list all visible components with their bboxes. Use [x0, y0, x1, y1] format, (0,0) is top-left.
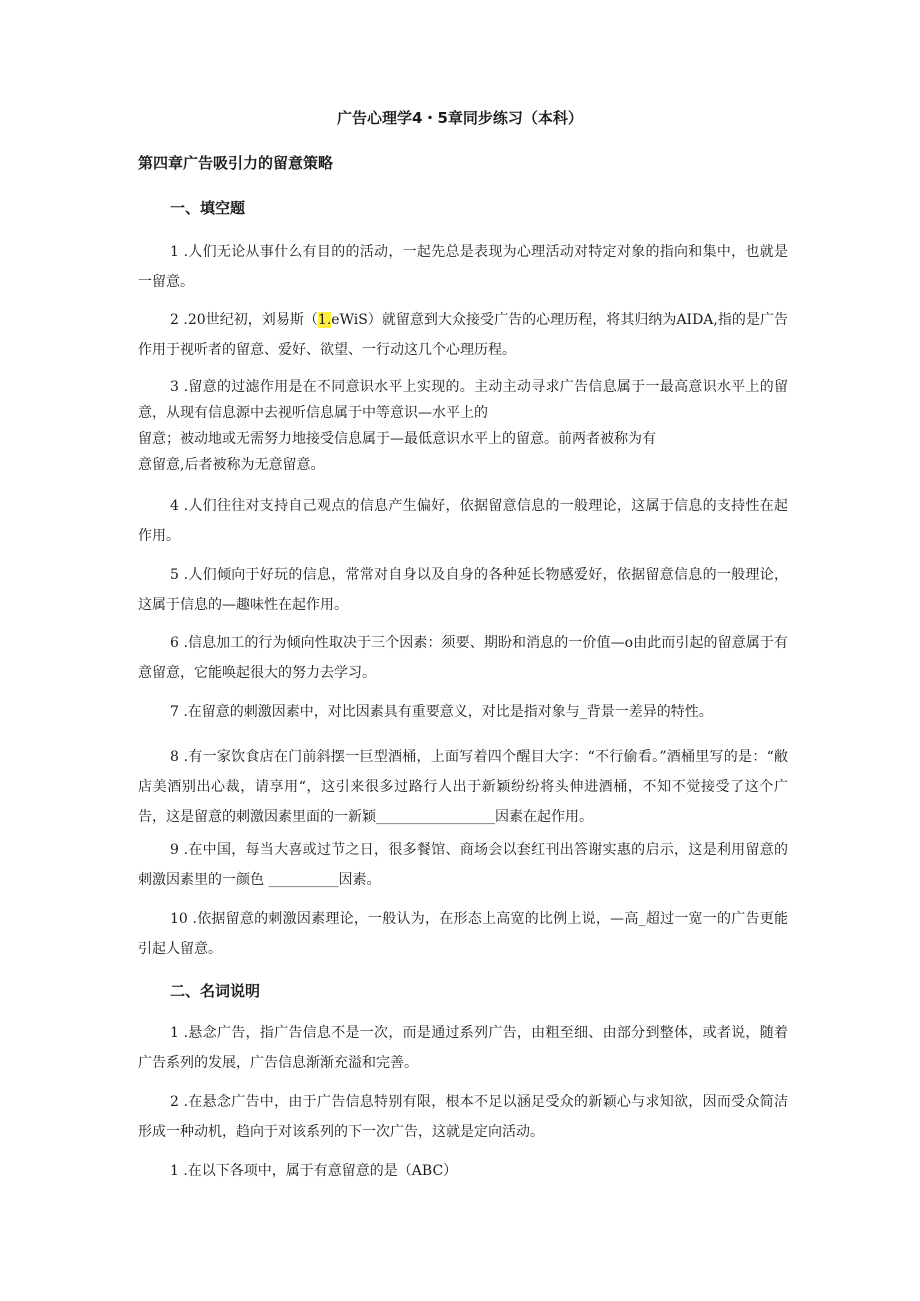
fill-question-9: 9 .在中国，每当大喜或过节之日，很多餐馆、商场会以套红刊出答谢实惠的启示，这是利用留意的刺激因素里的一颜色 __________因素。 [138, 842, 788, 888]
fill-question-4: 4 .人们往往对支持自己观点的信息产生偏好，依据留意信息的一般理论，这属于信息的支持性在起作用。 [138, 498, 788, 544]
fill-question-10: 10 .依据留意的刺激因素理论，一般认为，在形态上高宽的比例上说，—高_超过一宽一的广告更能引起人留意。 [138, 911, 788, 957]
term-explanation-1: 1 .悬念广告，指广告信息不是一次，而是通过系列广告，由粗至细、由部分到整体，或者说，随着广告系列的发展，广告信息渐渐充溢和完善。 [138, 1025, 788, 1071]
fill-question-2 [138, 305, 788, 365]
fill-question-5: 5 .人们倾向于好玩的信息，常常对自身以及自身的各种延长物感爱好，依据留意信息的一般理论，这属于信息的—趣味性在起作用。 [138, 567, 788, 613]
fill-question-3 [138, 374, 788, 478]
fill-question-2-post: eWiS）就留意到大众接受广告的心理历程，将其归纳为AIDA,指的是广告作用于视听者的留意、爱好、欲望、一行动这几个心理历程。 [138, 312, 789, 358]
fill-question-6: 6 .信息加工的行为倾向性取决于三个因素：须要、期盼和消息的一价值—o由此而引起的留意属于有意留意，它能唤起很大的努力去学习。 [138, 635, 788, 681]
fill-question-7: 7 .在留意的刺激因素中，对比因素具有重要意义，对比是指对象与_背景一差异的特性。 [170, 704, 713, 720]
section-heading-fill-in: 一、填空题 [170, 199, 246, 217]
choice-question-1: 1 .在以下各项中，属于有意留意的是（ABC） [170, 1163, 458, 1179]
fill-question-3-line-1: 3 .留意的过滤作用是在不同意识水平上实现的。主动主动寻求广告信息属于一最高意识水平上的留意，从现有信息源中去视听信息属于中等意识—水平上的 [138, 379, 788, 421]
fill-question-3-line-3: 意留意,后者被称为无意留意。 [138, 457, 325, 473]
term-explanation-2: 2 .在悬念广告中，由于广告信息特别有限，根本不足以涵足受众的新颖心与求知欲，因而受众简洁形成一种动机，趋向于对该系列的下一次广告，这就是定向活动。 [138, 1094, 788, 1140]
fill-question-1: 1 .人们无论从事什么有目的的活动，一起先总是表现为心理活动对特定对象的指向和集中，也就是一留意。 [138, 244, 788, 290]
highlighted-text: 1. [317, 312, 332, 328]
fill-question-8: 8 .有一家饮食店在门前斜摆一巨型酒桶，上面写着四个醒目大字：“不行偷看。”酒桶里写的是：“敝店美酒别出心裁，请享用“，这引来很多过路行人出于新颖纷纷将头伸进酒桶，不知不觉接受了这个广告，这是留意的刺激因素里面的一新颖_________________因素在起作用。 [138, 749, 788, 825]
document-title: 广告心理学4・5章同步练习（本科） [337, 109, 583, 127]
fill-question-2-pre: 2 .20世纪初，刘易斯（ [170, 312, 318, 328]
fill-question-3-line-2: 留意；被动地或无需努力地接受信息属于—最低意识水平上的留意。前两者被称为有 [138, 431, 656, 447]
section-heading-terms: 二、名词说明 [170, 982, 261, 1000]
chapter-heading: 第四章广告吸引力的留意策略 [138, 154, 334, 172]
